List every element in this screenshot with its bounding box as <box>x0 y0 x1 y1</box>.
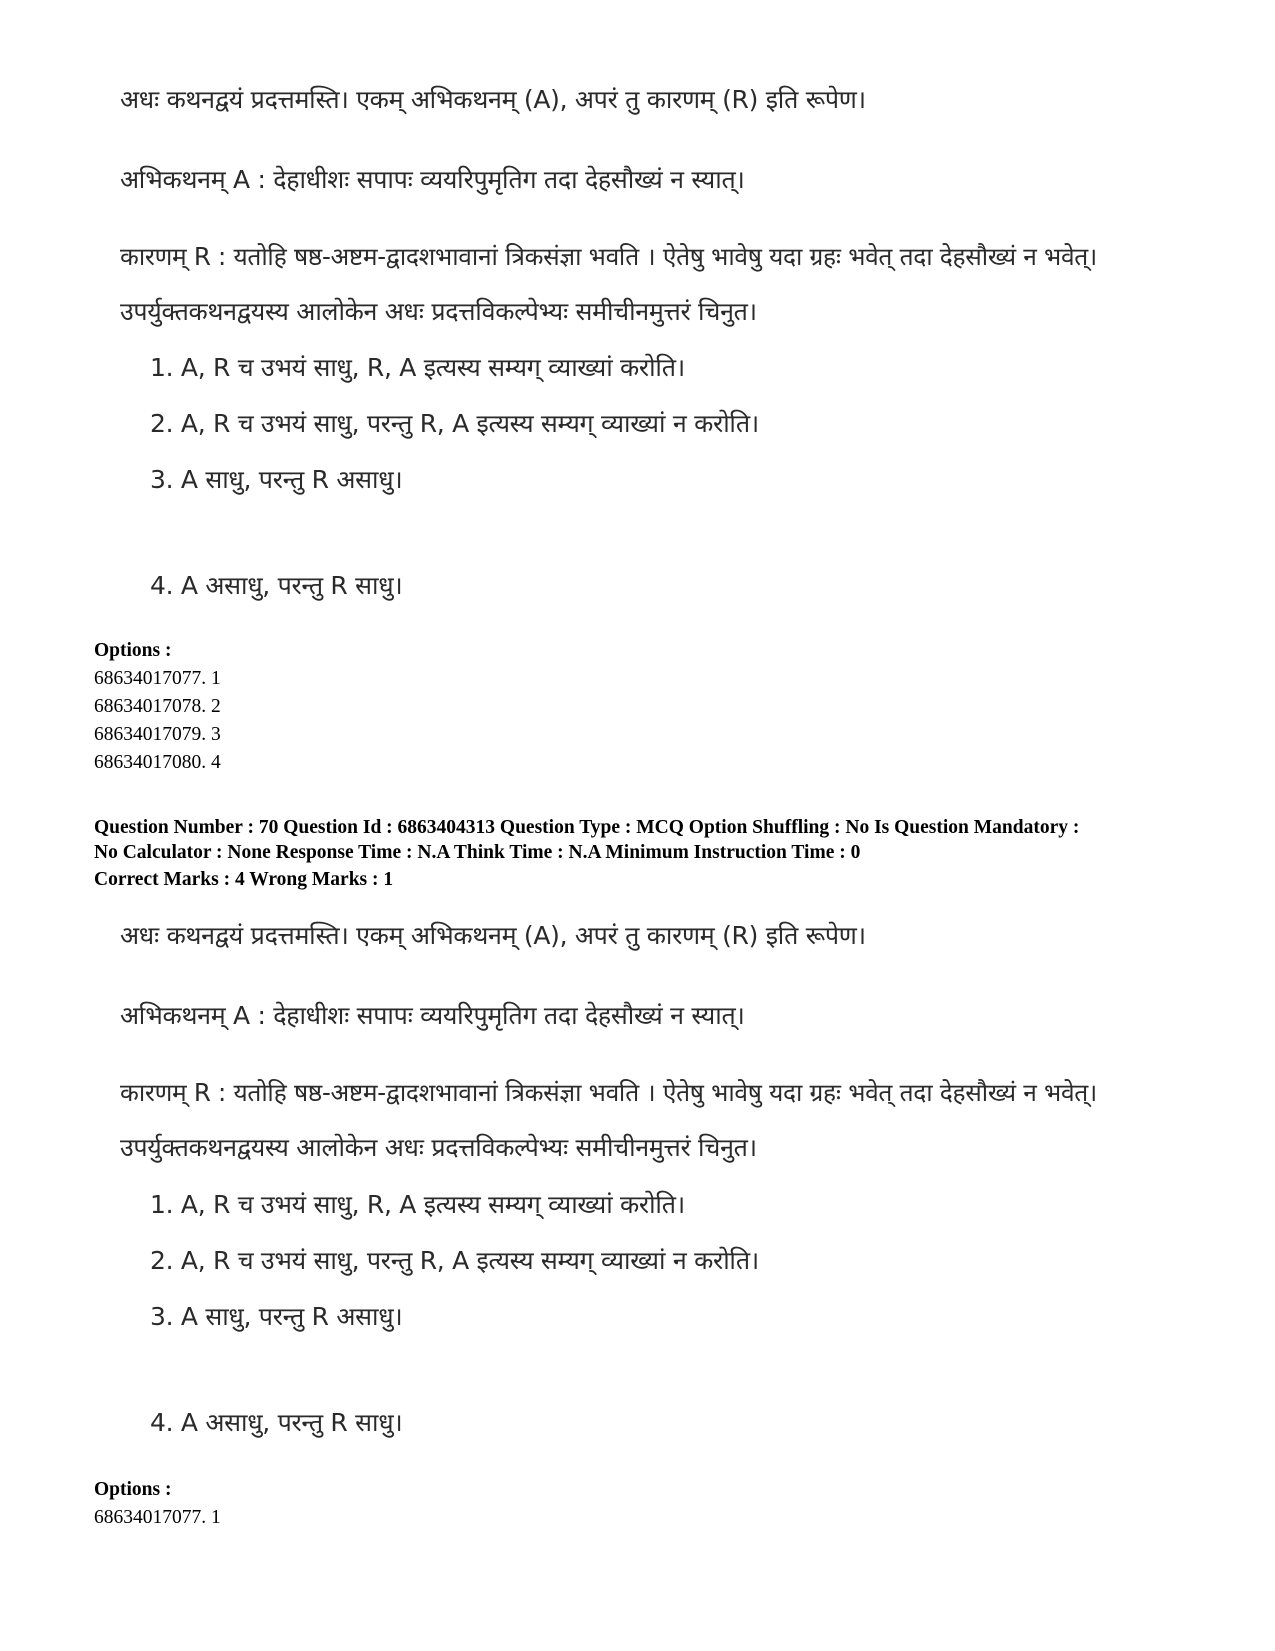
marks-line: Correct Marks : 4 Wrong Marks : 1 <box>94 869 394 890</box>
option-id: 68634017080. 4 <box>94 752 221 773</box>
choice-4: 4. A असाधु, परन्तु R साधु। <box>150 1408 403 1437</box>
question-instruction: उपर्युक्तकथनद्वयस्य आलोकेन अधः प्रदत्तविकल्पेभ्यः समीचीनमुत्तरं चिनुत। <box>120 1133 757 1162</box>
choice-3: 3. A साधु, परन्तु R असाधु। <box>150 1302 403 1331</box>
choice-1: 1. A, R च उभयं साधु, R, A इत्यस्य सम्यग् व्याख्यां करोति। <box>150 353 685 382</box>
choice-1: 1. A, R च उभयं साधु, R, A इत्यस्य सम्यग् व्याख्यां करोति। <box>150 1190 685 1219</box>
choice-2: 2. A, R च उभयं साधु, परन्तु R, A इत्यस्य सम्यग् व्याख्यां न करोति। <box>150 409 759 438</box>
choice-2: 2. A, R च उभयं साधु, परन्तु R, A इत्यस्य सम्यग् व्याख्यां न करोति। <box>150 1246 759 1275</box>
options-heading: Options : <box>94 640 172 661</box>
option-id: 68634017077. 1 <box>94 1507 221 1528</box>
option-id: 68634017077. 1 <box>94 668 221 689</box>
option-id: 68634017079. 3 <box>94 724 221 745</box>
reason-statement: कारणम् R : यतोहि षष्ठ-अष्टम-द्वादशभावानां त्रिकसंज्ञा भवति । ऐतेषु भावेषु यदा ग्रहः भवेत् तदा देहसौख्यं न भवेत्। <box>120 1078 1097 1107</box>
question-instruction: उपर्युक्तकथनद्वयस्य आलोकेन अधः प्रदत्तविकल्पेभ्यः समीचीनमुत्तरं चिनुत। <box>120 297 757 326</box>
question-header-line-1: Question Number : 70 Question Id : 6863404313 Question Type : MCQ Option Shuffling : No Is Question Mandatory : <box>94 817 1080 838</box>
question-intro: अधः कथनद्वयं प्रदत्तमस्ति। एकम् अभिकथनम् (A), अपरं तु कारणम् (R) इति रूपेण। <box>120 921 866 950</box>
question-intro: अधः कथनद्वयं प्रदत्तमस्ति। एकम् अभिकथनम् (A), अपरं तु कारणम् (R) इति रूपेण। <box>120 85 866 114</box>
option-id: 68634017078. 2 <box>94 696 221 717</box>
assertion-statement: अभिकथनम् A : देहाधीशः सपापः व्ययरिपुमृतिग तदा देहसौख्यं न स्यात्। <box>120 1001 745 1030</box>
choice-3: 3. A साधु, परन्तु R असाधु। <box>150 465 403 494</box>
assertion-statement: अभिकथनम् A : देहाधीशः सपापः व्ययरिपुमृतिग तदा देहसौख्यं न स्यात्। <box>120 165 745 194</box>
reason-statement: कारणम् R : यतोहि षष्ठ-अष्टम-द्वादशभावानां त्रिकसंज्ञा भवति । ऐतेषु भावेषु यदा ग्रहः भवेत् तदा देहसौख्यं न भवेत्। <box>120 242 1097 271</box>
choice-4: 4. A असाधु, परन्तु R साधु। <box>150 571 403 600</box>
options-heading: Options : <box>94 1479 172 1500</box>
question-header-line-2: No Calculator : None Response Time : N.A Think Time : N.A Minimum Instruction Time : 0 <box>94 842 861 863</box>
